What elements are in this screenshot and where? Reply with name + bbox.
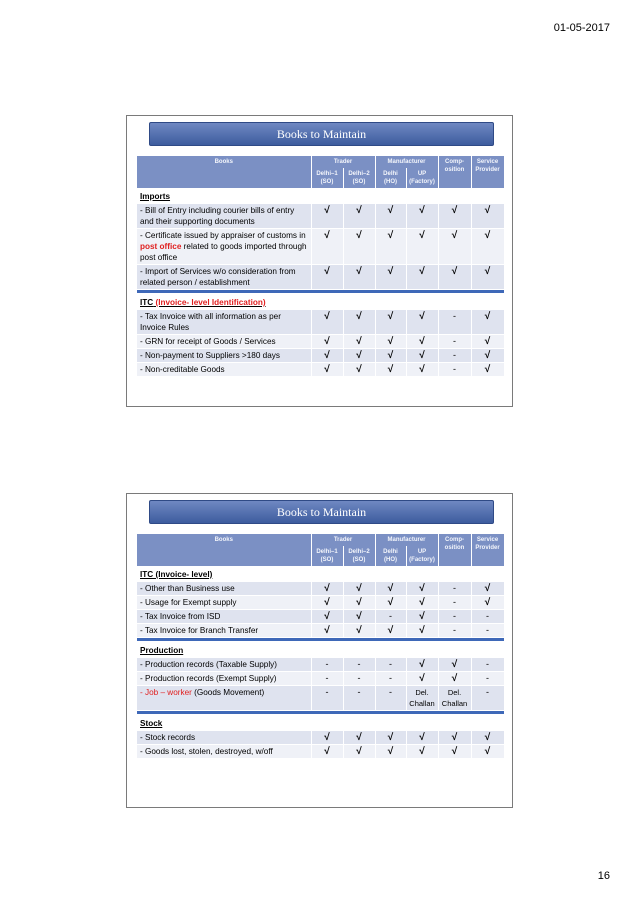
table-cell: [311, 582, 343, 596]
table-cell: [343, 745, 375, 759]
section-heading-text: ITC: [140, 298, 154, 307]
table-row: [137, 610, 504, 624]
book-label-text: - Import of Services w/o consideration from related person / establishment: [140, 267, 296, 287]
column-header-manufacturer: Manufacturer: [375, 156, 438, 168]
check-mark: √: [324, 205, 330, 216]
check-mark: √: [356, 230, 362, 241]
check-mark: √: [324, 583, 330, 594]
column-header-service-provider: Service Provider: [471, 534, 504, 566]
table-row: [137, 745, 504, 759]
column-header-delhi2: Delhi–2 (SO): [343, 168, 375, 188]
table-cell: [343, 610, 375, 624]
check-mark: √: [419, 746, 425, 757]
book-label: [137, 731, 311, 745]
book-label-text: - Certificate issued by appraiser of customs in: [140, 231, 306, 240]
check-mark: √: [324, 746, 330, 757]
book-label: [137, 596, 311, 610]
table-cell: [311, 731, 343, 745]
section-heading-row: [137, 566, 504, 582]
check-mark: √: [387, 205, 394, 216]
table-cell: [471, 265, 504, 290]
table-cell: [471, 204, 504, 229]
check-mark: √: [324, 625, 330, 636]
check-mark: √: [451, 266, 458, 277]
section-heading-suffix: (Invoice- level Identification): [153, 298, 266, 307]
table-cell: [406, 265, 438, 290]
table-cell: [406, 229, 438, 265]
table-cell: [311, 745, 343, 759]
check-mark: √: [451, 230, 458, 241]
table-cell: [375, 745, 406, 759]
cell-value: -: [453, 583, 457, 593]
table-cell: [471, 658, 504, 672]
cell-value: -: [389, 659, 392, 669]
check-mark: √: [356, 336, 362, 347]
book-label-text: - Non-creditable Goods: [140, 365, 225, 374]
check-mark: √: [387, 597, 394, 608]
cell-value: -: [389, 673, 392, 683]
cell-value: -: [486, 687, 490, 697]
check-mark: √: [451, 732, 458, 743]
table-cell: [343, 229, 375, 265]
book-label-text: - Usage for Exempt supply: [140, 598, 237, 607]
check-mark: √: [484, 746, 491, 757]
book-label-text: - Goods lost, stolen, destroyed, w/off: [140, 747, 273, 756]
table-cell: [375, 310, 406, 335]
check-mark: √: [324, 732, 330, 743]
table-cell: [471, 610, 504, 624]
table-cell: [343, 672, 375, 686]
cell-value: -: [453, 625, 457, 635]
check-mark: √: [484, 732, 491, 743]
check-mark: √: [324, 364, 330, 375]
section-heading-row: [137, 188, 504, 204]
table-cell: [375, 672, 406, 686]
check-mark: √: [387, 266, 394, 277]
slide-books-to-maintain-1: [126, 115, 513, 407]
table-cell: [375, 335, 406, 349]
section-heading: [137, 566, 504, 582]
check-mark: √: [324, 311, 330, 322]
table-cell: [375, 204, 406, 229]
table-cell: [375, 658, 406, 672]
table-cell: [406, 582, 438, 596]
section-heading: [137, 294, 504, 310]
book-label: [137, 265, 311, 290]
page-number: 16: [597, 870, 610, 882]
check-mark: √: [356, 350, 362, 361]
table-cell: [311, 624, 343, 638]
check-mark: √: [387, 230, 394, 241]
table-cell: [343, 204, 375, 229]
table-row: [137, 624, 504, 638]
table-row: [137, 582, 504, 596]
table-cell: [471, 582, 504, 596]
book-label-text: - Stock records: [140, 733, 196, 742]
slide-title: Books to Maintain: [149, 122, 494, 146]
table-cell: [375, 265, 406, 290]
table-cell: [471, 363, 504, 377]
cell-value: -: [486, 625, 490, 635]
check-mark: √: [484, 364, 491, 375]
table-cell: [438, 310, 471, 335]
check-mark: √: [484, 205, 491, 216]
check-mark: √: [419, 230, 425, 241]
check-mark: √: [484, 583, 491, 594]
cell-value: -: [453, 611, 457, 621]
table-row: [137, 672, 504, 686]
check-mark: √: [387, 732, 394, 743]
table-cell: [343, 265, 375, 290]
check-mark: √: [451, 205, 458, 216]
book-label-text: post office: [140, 242, 182, 251]
table-cell: [438, 596, 471, 610]
book-label: [137, 582, 311, 596]
table-row: [137, 363, 504, 377]
table-cell: [311, 310, 343, 335]
book-label-text: (Goods Movement): [191, 688, 265, 697]
table-cell: [471, 335, 504, 349]
cell-value: -: [453, 597, 457, 607]
book-label-text: - Production records (Taxable Supply): [140, 660, 277, 669]
book-label: [137, 310, 311, 335]
table-body: [137, 566, 504, 759]
section-heading: [137, 188, 504, 204]
table-cell: [471, 731, 504, 745]
column-header-composition: Comp-osition: [438, 534, 471, 566]
section-heading-row: [137, 642, 504, 658]
book-label-text: - Bill of Entry including courier bills of entry and their supporting documents: [140, 206, 295, 226]
table-row: [137, 596, 504, 610]
cell-value: -: [357, 659, 361, 669]
table-cell: [438, 582, 471, 596]
check-mark: √: [419, 205, 425, 216]
table-row: [137, 265, 504, 290]
header-date: 01-05-2017: [553, 22, 610, 34]
section-heading: [137, 642, 504, 658]
column-header-books: Books: [137, 534, 311, 546]
book-label: [137, 610, 311, 624]
cell-value: -: [389, 611, 392, 621]
table-cell: [311, 204, 343, 229]
table-cell: [438, 686, 471, 711]
table-row: [137, 310, 504, 335]
table-cell: [375, 610, 406, 624]
check-mark: √: [387, 350, 394, 361]
table-cell: [375, 686, 406, 711]
table-row: [137, 686, 504, 711]
cell-value: -: [357, 673, 361, 683]
book-label: [137, 686, 311, 711]
table-cell: [375, 363, 406, 377]
table-cell: [343, 335, 375, 349]
cell-value: -: [453, 311, 457, 321]
books-table: [137, 534, 505, 759]
book-label: [137, 204, 311, 229]
table-cell: [438, 658, 471, 672]
table-cell: [406, 310, 438, 335]
cell-value: -: [453, 350, 457, 360]
table-cell: [375, 731, 406, 745]
section-heading-text: Production: [140, 646, 184, 655]
check-mark: √: [419, 625, 425, 636]
cell-value: -: [325, 673, 329, 683]
table-cell: [311, 686, 343, 711]
book-label-text: - Tax Invoice from ISD: [140, 612, 221, 621]
book-label-text: - Tax Invoice for Branch Transfer: [140, 626, 259, 635]
table-cell: [438, 624, 471, 638]
check-mark: √: [419, 364, 425, 375]
check-mark: √: [419, 266, 425, 277]
table-cell: [438, 204, 471, 229]
check-mark: √: [356, 205, 362, 216]
cell-value: -: [453, 364, 457, 374]
column-header-books: Books: [137, 156, 311, 168]
check-mark: √: [387, 746, 394, 757]
check-mark: √: [484, 311, 491, 322]
table-row: [137, 229, 504, 265]
cell-value: -: [325, 659, 329, 669]
cell-value: -: [486, 673, 490, 683]
column-header-delhi-ho: Delhi (HO): [375, 546, 406, 566]
table-cell: [406, 672, 438, 686]
book-label-text: - Non-payment to Suppliers >180 days: [140, 351, 280, 360]
cell-value: -: [453, 336, 457, 346]
check-mark: √: [356, 625, 362, 636]
table-cell: [375, 624, 406, 638]
table-cell: [438, 349, 471, 363]
check-mark: √: [356, 732, 362, 743]
table-cell: [406, 624, 438, 638]
check-mark: √: [356, 746, 362, 757]
table-cell: [311, 658, 343, 672]
cell-value: Del. Challan: [409, 688, 435, 708]
table-cell: [375, 349, 406, 363]
table-cell: [311, 363, 343, 377]
table-cell: [343, 349, 375, 363]
table-body: [137, 188, 504, 377]
column-header-trader: Trader: [311, 534, 375, 546]
table-cell: [406, 596, 438, 610]
blank-header-cell: [137, 168, 311, 188]
check-mark: √: [451, 746, 458, 757]
check-mark: √: [484, 266, 491, 277]
check-mark: √: [356, 597, 362, 608]
table-cell: [311, 610, 343, 624]
check-mark: √: [324, 336, 330, 347]
check-mark: √: [484, 597, 491, 608]
table-cell: [406, 363, 438, 377]
section-heading-row: [137, 715, 504, 731]
check-mark: √: [419, 659, 425, 670]
table-cell: [406, 745, 438, 759]
table-cell: [471, 596, 504, 610]
table-cell: [471, 745, 504, 759]
books-table: [137, 156, 505, 377]
check-mark: √: [324, 611, 330, 622]
table-cell: [471, 349, 504, 363]
check-mark: √: [387, 364, 394, 375]
table-cell: [471, 310, 504, 335]
book-label-text: - Production records (Exempt Supply): [140, 674, 277, 683]
check-mark: √: [451, 659, 458, 670]
book-label-text: - Other than Business use: [140, 584, 235, 593]
table-cell: [406, 610, 438, 624]
book-label-text: - Tax Invoice with all information as per Invoice Rules: [140, 312, 281, 332]
table-cell: [438, 363, 471, 377]
table-cell: [438, 672, 471, 686]
table-cell: [406, 658, 438, 672]
section-heading: [137, 715, 504, 731]
column-header-service-provider: Service Provider: [471, 156, 504, 188]
check-mark: √: [419, 732, 425, 743]
table-cell: [311, 335, 343, 349]
table-cell: [311, 265, 343, 290]
table-cell: [471, 229, 504, 265]
slide-title: Books to Maintain: [149, 500, 494, 524]
table-cell: [438, 745, 471, 759]
slide-books-to-maintain-2: [126, 493, 513, 808]
section-heading-text: Imports: [140, 192, 171, 201]
check-mark: √: [484, 230, 491, 241]
table-cell: [438, 265, 471, 290]
book-label-text: - Job – worker: [140, 688, 192, 697]
column-header-delhi1: Delhi–1 (SO): [311, 546, 343, 566]
table-cell: [343, 310, 375, 335]
table-cell: [406, 731, 438, 745]
check-mark: √: [387, 583, 394, 594]
table-cell: [343, 658, 375, 672]
section-heading-text: ITC (Invoice- level): [140, 570, 213, 579]
table-cell: [311, 349, 343, 363]
check-mark: √: [419, 350, 425, 361]
cell-value: -: [486, 659, 490, 669]
cell-value: Del. Challan: [441, 688, 468, 708]
table-cell: [311, 596, 343, 610]
column-header-delhi2: Delhi–2 (SO): [343, 546, 375, 566]
check-mark: √: [419, 597, 425, 608]
table-cell: [406, 335, 438, 349]
table-row: [137, 731, 504, 745]
column-header-manufacturer: Manufacturer: [375, 534, 438, 546]
check-mark: √: [356, 311, 362, 322]
check-mark: √: [419, 336, 425, 347]
table-cell: [375, 582, 406, 596]
table-cell: [406, 349, 438, 363]
book-label-text: - GRN for receipt of Goods / Services: [140, 337, 276, 346]
table-cell: [343, 582, 375, 596]
book-label: [137, 335, 311, 349]
table-cell: [343, 363, 375, 377]
cell-value: -: [486, 611, 490, 621]
cell-value: -: [389, 687, 392, 697]
book-label: [137, 349, 311, 363]
book-label: [137, 624, 311, 638]
section-heading-text: Stock: [140, 719, 163, 728]
blank-header-cell: [137, 546, 311, 566]
table-cell: [438, 229, 471, 265]
check-mark: √: [419, 583, 425, 594]
check-mark: √: [324, 230, 330, 241]
book-label-text: related to goods imported through post office: [140, 242, 307, 262]
check-mark: √: [419, 311, 425, 322]
check-mark: √: [356, 583, 362, 594]
check-mark: √: [324, 597, 330, 608]
table-cell: [311, 672, 343, 686]
check-mark: √: [356, 266, 362, 277]
table-cell: [438, 731, 471, 745]
table-cell: [471, 686, 504, 711]
table-cell: [343, 686, 375, 711]
check-mark: √: [324, 266, 330, 277]
check-mark: √: [387, 336, 394, 347]
book-label: [137, 745, 311, 759]
column-header-delhi-ho: Delhi (HO): [375, 168, 406, 188]
table-cell: [311, 229, 343, 265]
table-row: [137, 335, 504, 349]
table-row: [137, 349, 504, 363]
book-label: [137, 229, 311, 265]
table-row: [137, 204, 504, 229]
check-mark: √: [419, 673, 425, 684]
check-mark: √: [451, 673, 458, 684]
table-cell: [438, 610, 471, 624]
table-cell: [343, 624, 375, 638]
table-cell: [343, 731, 375, 745]
cell-value: -: [357, 687, 361, 697]
column-header-up-factory: UP (Factory): [406, 168, 438, 188]
check-mark: √: [356, 611, 362, 622]
book-label: [137, 672, 311, 686]
check-mark: √: [356, 364, 362, 375]
check-mark: √: [324, 350, 330, 361]
table-cell: [406, 204, 438, 229]
table-row: [137, 658, 504, 672]
check-mark: √: [484, 336, 491, 347]
table-cell: [375, 229, 406, 265]
check-mark: √: [387, 625, 394, 636]
check-mark: √: [387, 311, 394, 322]
check-mark: √: [484, 350, 491, 361]
table-cell: [438, 335, 471, 349]
check-mark: √: [419, 611, 425, 622]
book-label: [137, 658, 311, 672]
column-header-composition: Comp-osition: [438, 156, 471, 188]
book-label: [137, 363, 311, 377]
table-cell: [343, 596, 375, 610]
column-header-trader: Trader: [311, 156, 375, 168]
column-header-delhi1: Delhi–1 (SO): [311, 168, 343, 188]
cell-value: -: [325, 687, 329, 697]
section-heading-row: [137, 294, 504, 310]
table-cell: [375, 596, 406, 610]
column-header-up-factory: UP (Factory): [406, 546, 438, 566]
table-cell: [471, 624, 504, 638]
table-cell: [471, 672, 504, 686]
table-cell: [406, 686, 438, 711]
